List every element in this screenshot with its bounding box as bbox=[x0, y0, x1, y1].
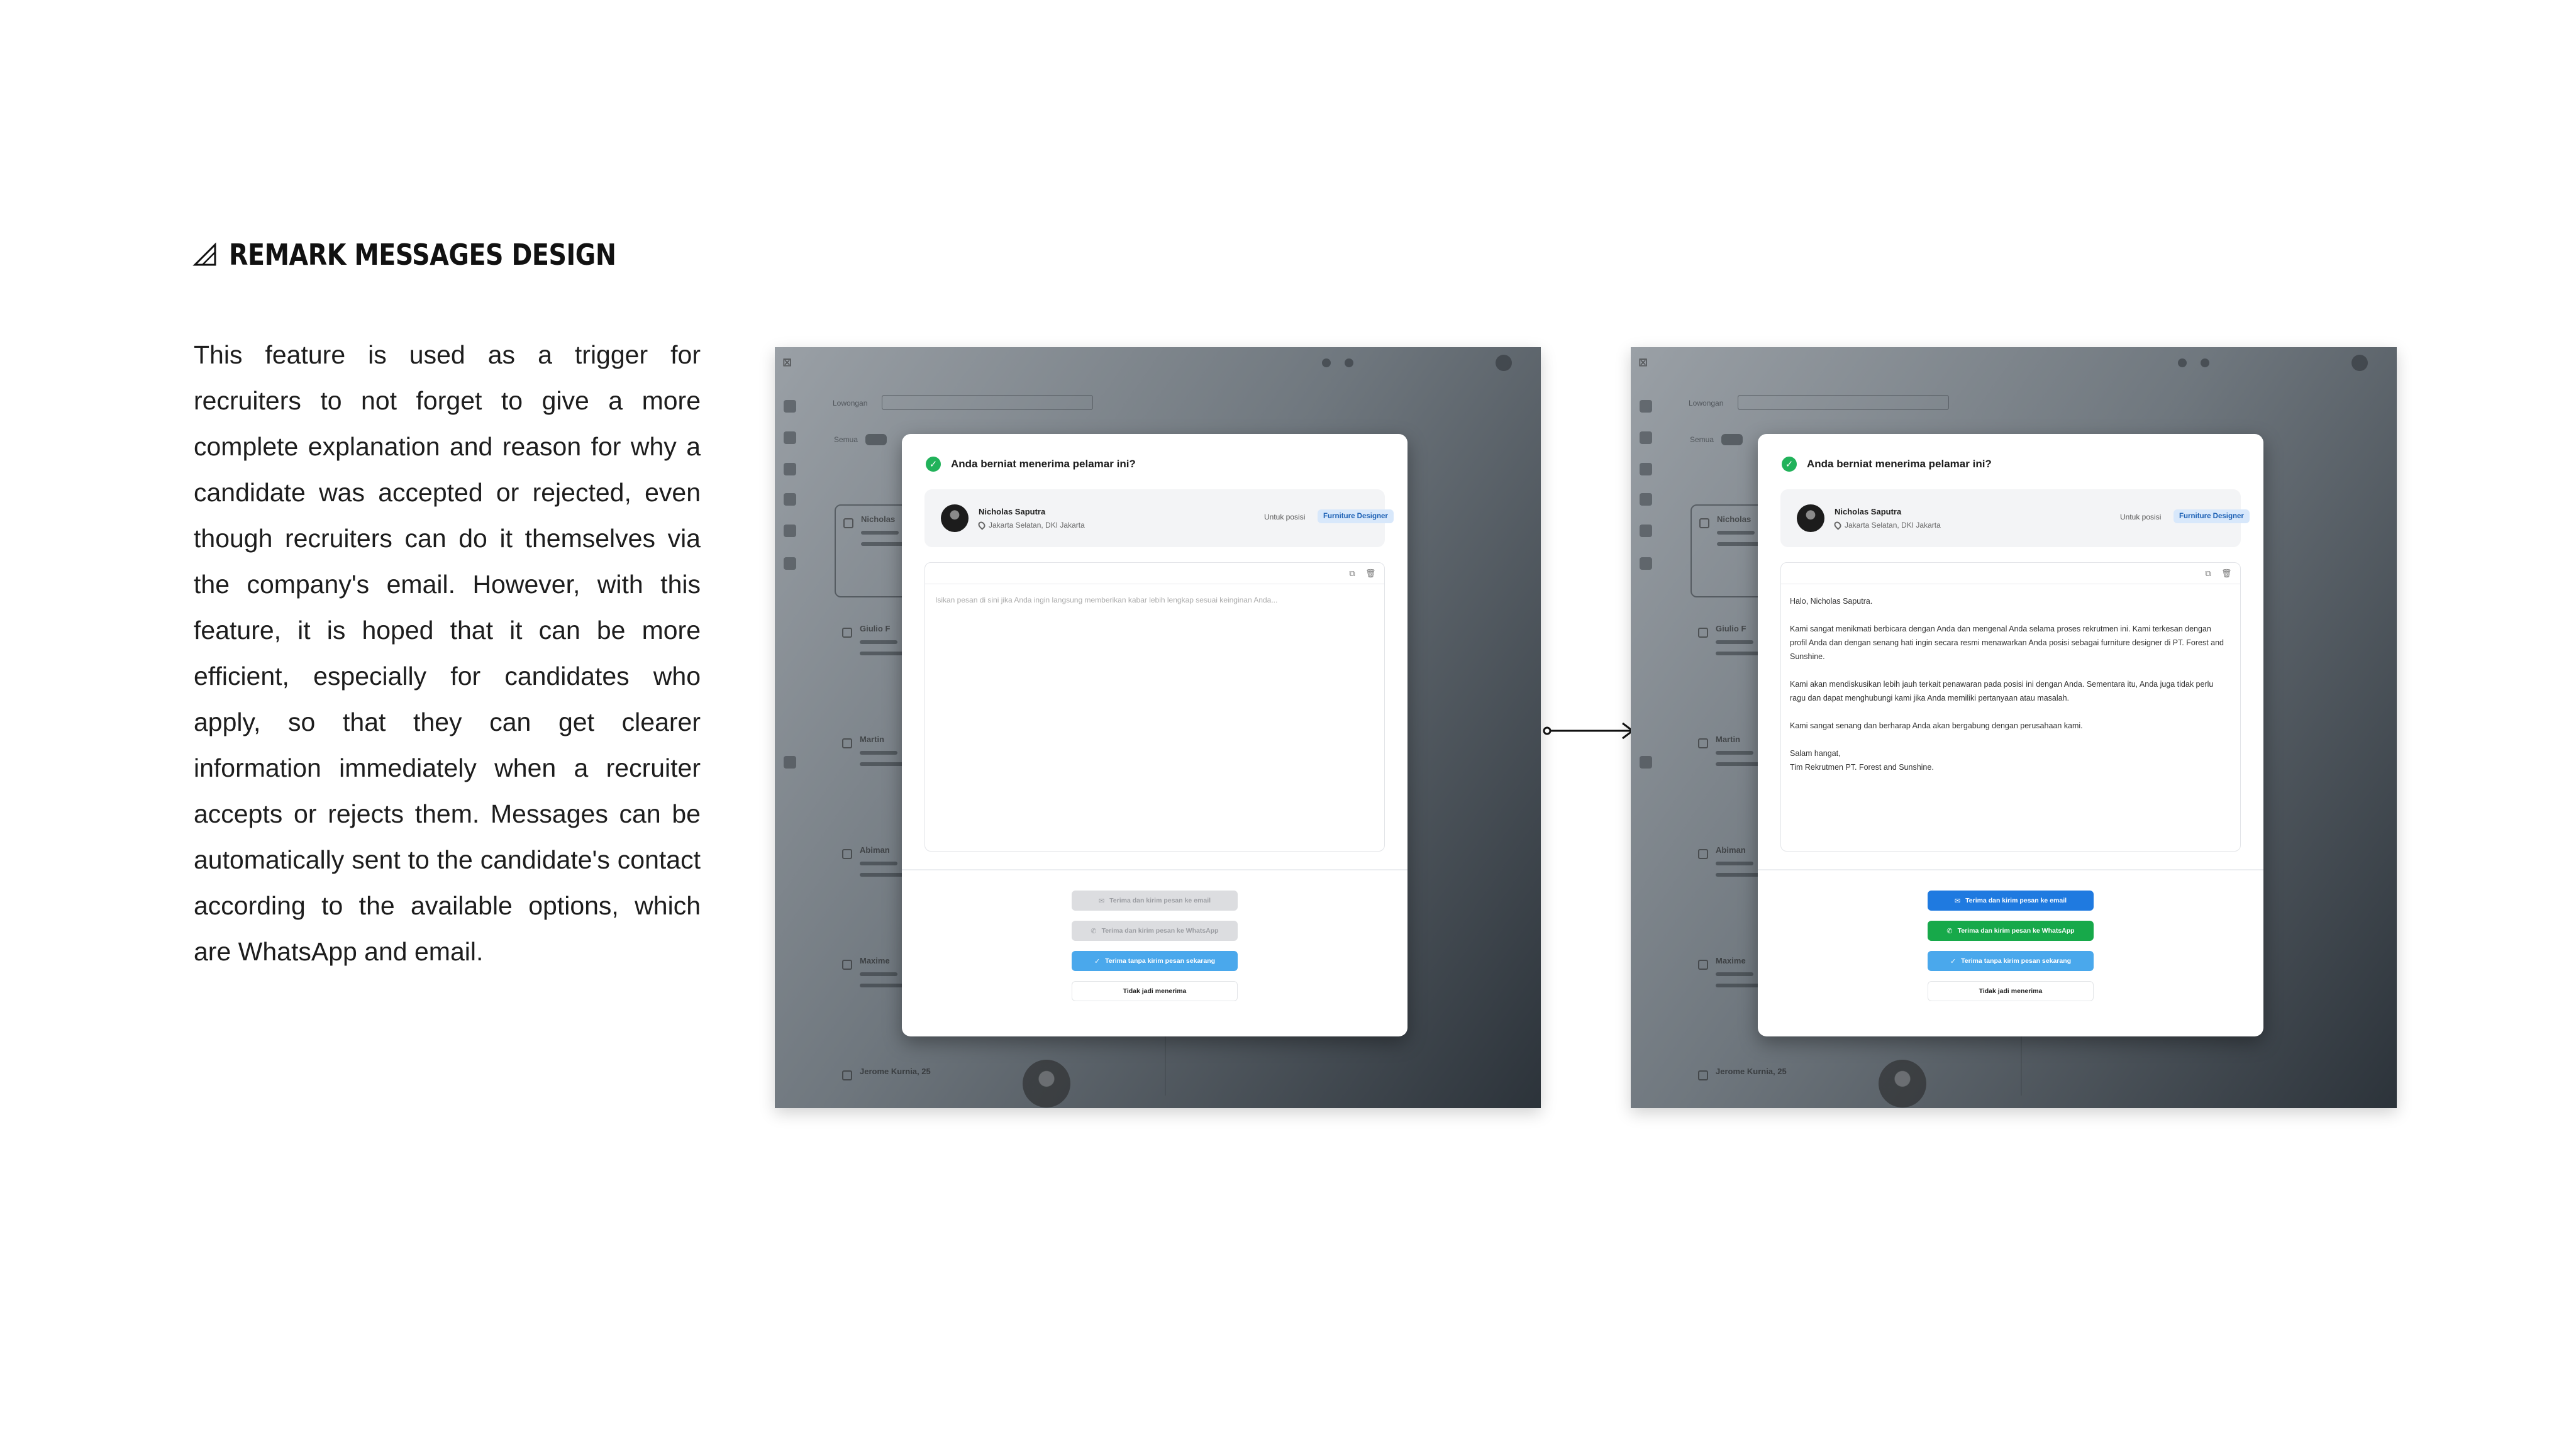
dashboard-icon bbox=[784, 400, 796, 413]
message-greeting: Halo, Nicholas Saputra. bbox=[1790, 597, 1873, 606]
divider bbox=[902, 869, 1407, 870]
section-title: REMARK MESSAGES DESIGN bbox=[229, 238, 616, 272]
cancel-accept-button[interactable] bbox=[1928, 981, 2094, 1001]
position-label: Untuk posisi bbox=[2120, 513, 2162, 521]
filter-select[interactable] bbox=[882, 395, 1093, 410]
notification-icon bbox=[1322, 358, 1331, 367]
filter-select[interactable] bbox=[1738, 395, 1949, 410]
message-icon bbox=[2201, 358, 2209, 367]
trash-icon[interactable]: 🗑 bbox=[2221, 569, 2232, 578]
chat-icon bbox=[784, 756, 796, 769]
card-checkbox[interactable] bbox=[842, 960, 852, 970]
candidate-name: Nicholas Saputra bbox=[1835, 507, 1902, 516]
copy-icon[interactable]: ⧉ bbox=[2205, 569, 2211, 578]
location-pin-icon bbox=[977, 520, 987, 530]
filter-label: Lowongan bbox=[833, 399, 868, 408]
shield-icon bbox=[784, 525, 796, 537]
accept-dialog bbox=[1758, 434, 2263, 1036]
card-name: Martin bbox=[1716, 735, 1740, 744]
card-name: Abiman bbox=[1716, 845, 1746, 855]
briefcase-icon bbox=[1640, 463, 1652, 475]
tab-count-badge bbox=[1721, 434, 1743, 445]
tab-count-badge bbox=[865, 434, 887, 445]
section-heading bbox=[192, 238, 679, 272]
candidate-summary bbox=[924, 489, 1388, 547]
accept-dialog bbox=[902, 434, 1407, 1036]
message-signature: Tim Rekrutmen PT. Forest and Sunshine. bbox=[1790, 763, 1934, 772]
users-icon bbox=[1640, 431, 1652, 444]
button-label: Terima dan kirim pesan ke WhatsApp bbox=[1957, 927, 2075, 935]
filter-label: Lowongan bbox=[1689, 399, 1724, 408]
card-name: Maxime bbox=[1716, 956, 1746, 965]
button-label: Terima tanpa kirim pesan sekarang bbox=[1961, 957, 2072, 965]
accept-whatsapp-button[interactable] bbox=[1928, 921, 2094, 941]
card-name: Nicholas bbox=[861, 514, 896, 524]
accept-no-message-button[interactable] bbox=[1072, 951, 1238, 971]
dialog-title: Anda berniat menerima pelamar ini? bbox=[951, 458, 1136, 470]
feature-description: This feature is used as a trigger for recruiters to not forget to give a more complete explanation and reason for why a candidate was accepted or rejected, even though recruiters can do it themselves via the company's email. However, with this feature, it is hoped that it can be more efficient, especially for candidates who apply, so that they can get clearer information immediately when a recruiter accepts or rejects them. Messages can be automatically sent to the candidate's contact according to the available options, which are WhatsApp and email. bbox=[194, 340, 701, 966]
candidate-photo bbox=[1023, 1060, 1070, 1108]
check-circle-icon: ✓ bbox=[926, 457, 941, 472]
whatsapp-icon: ✆ bbox=[1946, 927, 1953, 935]
candidate-name: Nicholas Saputra bbox=[979, 507, 1046, 516]
location-text: Jakarta Selatan, DKI Jakarta bbox=[989, 521, 1085, 530]
accept-email-button[interactable] bbox=[1072, 891, 1238, 911]
app-logo: ⊠ bbox=[1638, 356, 1648, 369]
copy-icon[interactable]: ⧉ bbox=[1349, 569, 1355, 578]
message-content bbox=[1790, 594, 2230, 774]
button-label: Terima dan kirim pesan ke email bbox=[1109, 897, 1211, 904]
button-label: Terima dan kirim pesan ke email bbox=[1965, 897, 2067, 904]
card-name: Martin bbox=[860, 735, 884, 744]
message-closing: Salam hangat, bbox=[1790, 749, 1841, 758]
users-icon bbox=[784, 431, 796, 444]
app-logo: ⊠ bbox=[782, 356, 792, 369]
card-checkbox[interactable] bbox=[842, 849, 852, 859]
dialog-title: Anda berniat menerima pelamar ini? bbox=[1807, 458, 1992, 470]
card-name: Giulio F bbox=[860, 624, 891, 633]
avatar bbox=[2351, 355, 2368, 371]
card-name: Nicholas bbox=[1717, 514, 1752, 524]
trash-icon[interactable]: 🗑 bbox=[1365, 569, 1376, 578]
button-label: Terima dan kirim pesan ke WhatsApp bbox=[1101, 927, 1219, 935]
briefcase-icon bbox=[784, 463, 796, 475]
dialog-header bbox=[926, 457, 1136, 472]
whatsapp-icon: ✆ bbox=[1091, 927, 1097, 935]
location-text: Jakarta Selatan, DKI Jakarta bbox=[1845, 521, 1941, 530]
message-textarea[interactable] bbox=[1780, 562, 2241, 852]
check-icon: ✓ bbox=[1950, 957, 1957, 965]
building-icon bbox=[1640, 493, 1652, 506]
candidate-card[interactable] bbox=[835, 1058, 948, 1108]
card-checkbox[interactable] bbox=[1698, 628, 1708, 638]
tab-all[interactable]: Semua bbox=[1690, 435, 1714, 444]
accept-no-message-button[interactable] bbox=[1928, 951, 2094, 971]
card-checkbox[interactable] bbox=[843, 518, 853, 528]
card-checkbox[interactable] bbox=[842, 628, 852, 638]
message-toolbar bbox=[925, 563, 1384, 584]
card-name: Jerome Kurnia, 25 bbox=[860, 1067, 931, 1076]
avatar bbox=[1797, 504, 1824, 532]
arrow-right-icon bbox=[1542, 718, 1636, 743]
button-label: Tidak jadi menerima bbox=[1979, 987, 2043, 995]
card-name: Giulio F bbox=[1716, 624, 1746, 633]
message-textarea[interactable] bbox=[924, 562, 1385, 852]
message-paragraph: Kami sangat senang dan berharap Anda akan bergabung dengan perusahaan kami. bbox=[1790, 721, 2083, 730]
check-circle-icon: ✓ bbox=[1782, 457, 1797, 472]
candidate-card[interactable] bbox=[1690, 1058, 1804, 1108]
position-label: Untuk posisi bbox=[1264, 513, 1306, 521]
avatar bbox=[1496, 355, 1512, 371]
email-icon: ✉ bbox=[1954, 897, 1961, 905]
building-icon bbox=[784, 493, 796, 506]
cancel-accept-button[interactable] bbox=[1072, 981, 1238, 1001]
candidate-summary bbox=[1780, 489, 2244, 547]
position-badge: Furniture Designer bbox=[1318, 509, 1394, 523]
chat-icon bbox=[1640, 756, 1652, 769]
help-icon bbox=[784, 557, 796, 570]
check-icon: ✓ bbox=[1094, 957, 1101, 965]
candidate-location bbox=[1835, 521, 1941, 530]
card-checkbox[interactable] bbox=[1698, 960, 1708, 970]
avatar bbox=[941, 504, 969, 532]
notification-icon bbox=[2178, 358, 2187, 367]
screenshot-after bbox=[1631, 347, 2397, 1108]
email-icon: ✉ bbox=[1098, 897, 1105, 905]
card-checkbox[interactable] bbox=[1699, 518, 1709, 528]
tab-all[interactable]: Semua bbox=[834, 435, 858, 444]
card-name: Jerome Kurnia, 25 bbox=[1716, 1067, 1787, 1076]
button-label: Tidak jadi menerima bbox=[1123, 987, 1187, 995]
card-checkbox[interactable] bbox=[842, 738, 852, 748]
dialog-header bbox=[1782, 457, 1992, 472]
accept-email-button[interactable] bbox=[1928, 891, 2094, 911]
card-name: Maxime bbox=[860, 956, 890, 965]
location-pin-icon bbox=[1833, 520, 1843, 530]
card-checkbox[interactable] bbox=[842, 1070, 852, 1080]
card-checkbox[interactable] bbox=[1698, 849, 1708, 859]
message-paragraph: Kami akan mendiskusikan lebih jauh terkait penawaran pada posisi ini dengan Anda. Sementara itu, Anda juga tidak perlu ragu dan dapat menghubungi kami jika Anda memiliki pertanyaan atau masalah. bbox=[1790, 680, 2214, 702]
triangle-ruler-icon bbox=[192, 242, 218, 267]
card-name: Abiman bbox=[860, 845, 890, 855]
card-checkbox[interactable] bbox=[1698, 738, 1708, 748]
help-icon bbox=[1640, 557, 1652, 570]
screenshot-before bbox=[775, 347, 1541, 1108]
dashboard-icon bbox=[1640, 400, 1652, 413]
accept-whatsapp-button[interactable] bbox=[1072, 921, 1238, 941]
candidate-photo bbox=[1879, 1060, 1926, 1108]
message-icon bbox=[1345, 358, 1353, 367]
candidate-location bbox=[979, 521, 1085, 530]
message-placeholder: Isikan pesan di sini jika Anda ingin langsung memberikan kabar lebih lengkap sesuai keinginan Anda... bbox=[935, 596, 1278, 604]
card-checkbox[interactable] bbox=[1698, 1070, 1708, 1080]
divider bbox=[1758, 869, 2263, 870]
button-label: Terima tanpa kirim pesan sekarang bbox=[1105, 957, 1216, 965]
shield-icon bbox=[1640, 525, 1652, 537]
message-paragraph: Kami sangat menikmati berbicara dengan Anda dan mengenal Anda selama proses rekrutmen ini. Kami terkesan dengan profil Anda dan dengan senang hati ingin secara resmi menawarkan Anda posisi sebagai furniture designer di PT. Forest and Sunshine. bbox=[1790, 625, 2224, 661]
position-badge: Furniture Designer bbox=[2174, 509, 2250, 523]
message-toolbar bbox=[1781, 563, 2240, 584]
